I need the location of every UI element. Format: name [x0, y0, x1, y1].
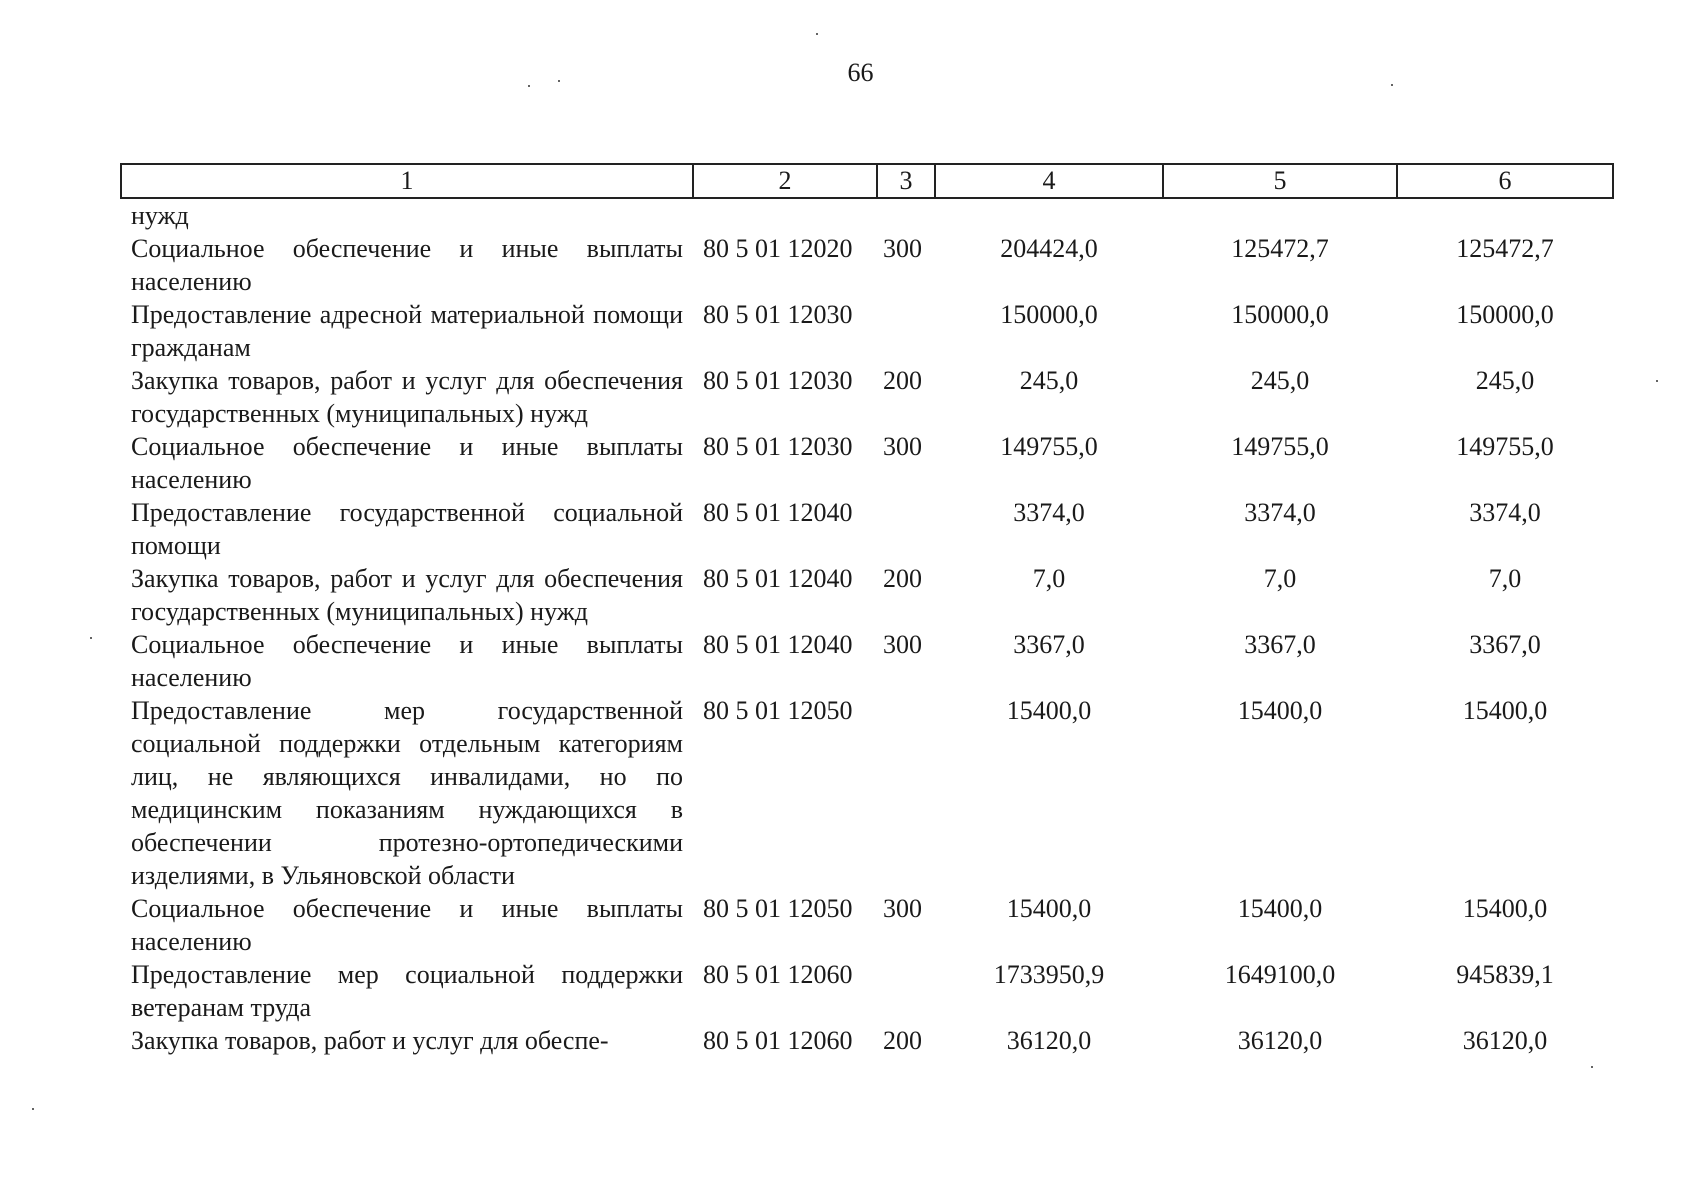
row-value-6: 7,0 — [1488, 564, 1522, 593]
row-type: 300 — [883, 432, 922, 461]
row-value-4: 3367,0 — [1013, 630, 1085, 659]
row-code: 80 5 01 12030 — [703, 432, 853, 461]
header-cell-4: 4 — [935, 164, 1163, 198]
header-cell-6: 6 — [1397, 164, 1613, 198]
row-value-5: 1649100,0 — [1224, 960, 1336, 989]
row-code: 80 5 01 12060 — [703, 1026, 853, 1055]
table-row — [121, 562, 1613, 628]
row-value-4: 3374,0 — [1013, 498, 1085, 527]
scan-speck — [1591, 1066, 1593, 1068]
scan-speck — [816, 33, 818, 35]
row-value-5: 3374,0 — [1244, 498, 1316, 527]
row-value-5: 150000,0 — [1231, 300, 1329, 329]
row-name: Социальное обеспечение и иные выплаты населению — [131, 894, 683, 956]
row-value-6 — [1397, 198, 1613, 232]
row-value-4: 36120,0 — [1006, 1026, 1092, 1055]
row-value-5: 125472,7 — [1231, 234, 1329, 263]
row-value-4: 150000,0 — [1000, 300, 1098, 329]
table-row — [121, 298, 1613, 364]
row-value-4: 15400,0 — [1006, 894, 1092, 923]
row-code: 80 5 01 12040 — [703, 630, 853, 659]
row-type — [877, 298, 935, 364]
table-row — [121, 1024, 1613, 1057]
row-value-6: 3374,0 — [1469, 498, 1541, 527]
table-row — [121, 958, 1613, 1024]
row-type: 300 — [883, 630, 922, 659]
table-row — [121, 628, 1613, 694]
row-value-4: 15400,0 — [1006, 696, 1092, 725]
row-type: 200 — [883, 1026, 922, 1055]
row-name: Предоставление мер государственной социальной поддержки отдельным категориям лиц, не являющихся инвалидами, но по медицинским показаниям нуждающихся в обеспечении протезно-ортопедическими изделиями, в Ульяновской области — [131, 696, 683, 890]
table-row — [121, 232, 1613, 298]
row-value-6: 3367,0 — [1469, 630, 1541, 659]
table-row — [121, 198, 1613, 232]
scan-speck — [558, 80, 560, 82]
table-row — [121, 892, 1613, 958]
table-row — [121, 430, 1613, 496]
row-value-6: 149755,0 — [1456, 432, 1554, 461]
row-value-4 — [935, 198, 1163, 232]
row-code: 80 5 01 12060 — [703, 960, 853, 989]
row-type: 300 — [883, 234, 922, 263]
row-code: 80 5 01 12040 — [703, 498, 853, 527]
scan-speck — [1656, 380, 1658, 382]
row-value-5: 7,0 — [1263, 564, 1297, 593]
row-code: 80 5 01 12020 — [703, 234, 853, 263]
row-name: Социальное обеспечение и иные выплаты населению — [131, 630, 683, 692]
row-type — [877, 198, 935, 232]
row-name: Закупка товаров, работ и услуг для обеспе- — [131, 1026, 609, 1055]
scan-speck — [32, 1108, 34, 1110]
row-type: 300 — [883, 894, 922, 923]
table-row — [121, 364, 1613, 430]
row-name: Предоставление адресной материальной помощи гражданам — [131, 300, 683, 362]
row-code — [693, 198, 877, 232]
row-value-4: 204424,0 — [1000, 234, 1098, 263]
header-cell-5: 5 — [1163, 164, 1397, 198]
header-cell-1: 1 — [121, 164, 693, 198]
table-row — [121, 496, 1613, 562]
table-row — [121, 694, 1613, 892]
scan-speck — [90, 637, 92, 639]
row-value-6: 150000,0 — [1456, 300, 1554, 329]
row-value-6: 245,0 — [1475, 366, 1535, 395]
page-number: 66 — [847, 58, 874, 87]
row-value-4: 245,0 — [1019, 366, 1079, 395]
row-name: Закупка товаров, работ и услуг для обеспечения государственных (муниципальных) нужд — [131, 366, 683, 428]
row-name: Социальное обеспечение и иные выплаты населению — [131, 432, 683, 494]
row-value-5: 3367,0 — [1244, 630, 1316, 659]
row-name: нужд — [131, 201, 189, 230]
row-code: 80 5 01 12050 — [703, 894, 853, 923]
row-name: Предоставление мер социальной поддержки ветеранам труда — [131, 960, 683, 1022]
header-row — [121, 164, 1613, 198]
row-value-4: 149755,0 — [1000, 432, 1098, 461]
row-value-6: 125472,7 — [1456, 234, 1554, 263]
row-value-5: 245,0 — [1250, 366, 1310, 395]
row-type: 200 — [883, 366, 922, 395]
row-code: 80 5 01 12050 — [703, 696, 853, 725]
scan-speck — [528, 85, 530, 87]
scan-speck — [1391, 84, 1393, 86]
row-value-5 — [1163, 198, 1397, 232]
row-value-5: 36120,0 — [1237, 1026, 1323, 1055]
header-cell-3: 3 — [877, 164, 935, 198]
row-type — [877, 496, 935, 562]
row-value-6: 36120,0 — [1462, 1026, 1548, 1055]
row-value-6: 945839,1 — [1456, 960, 1554, 989]
row-value-5: 149755,0 — [1231, 432, 1329, 461]
row-type — [877, 694, 935, 892]
row-name: Предоставление государственной социальной помощи — [131, 498, 683, 560]
row-value-5: 15400,0 — [1237, 894, 1323, 923]
row-code: 80 5 01 12030 — [703, 300, 853, 329]
header-cell-2: 2 — [693, 164, 877, 198]
row-code: 80 5 01 12030 — [703, 366, 853, 395]
budget-table — [120, 163, 1614, 1057]
row-value-4: 7,0 — [1032, 564, 1066, 593]
row-name: Закупка товаров, работ и услуг для обеспечения государственных (муниципальных) нужд — [131, 564, 683, 626]
row-code: 80 5 01 12040 — [703, 564, 853, 593]
row-type — [877, 958, 935, 1024]
row-type: 200 — [883, 564, 922, 593]
row-name: Социальное обеспечение и иные выплаты населению — [131, 234, 683, 296]
row-value-4: 1733950,9 — [993, 960, 1105, 989]
row-value-6: 15400,0 — [1462, 696, 1548, 725]
row-value-5: 15400,0 — [1237, 696, 1323, 725]
row-value-6: 15400,0 — [1462, 894, 1548, 923]
